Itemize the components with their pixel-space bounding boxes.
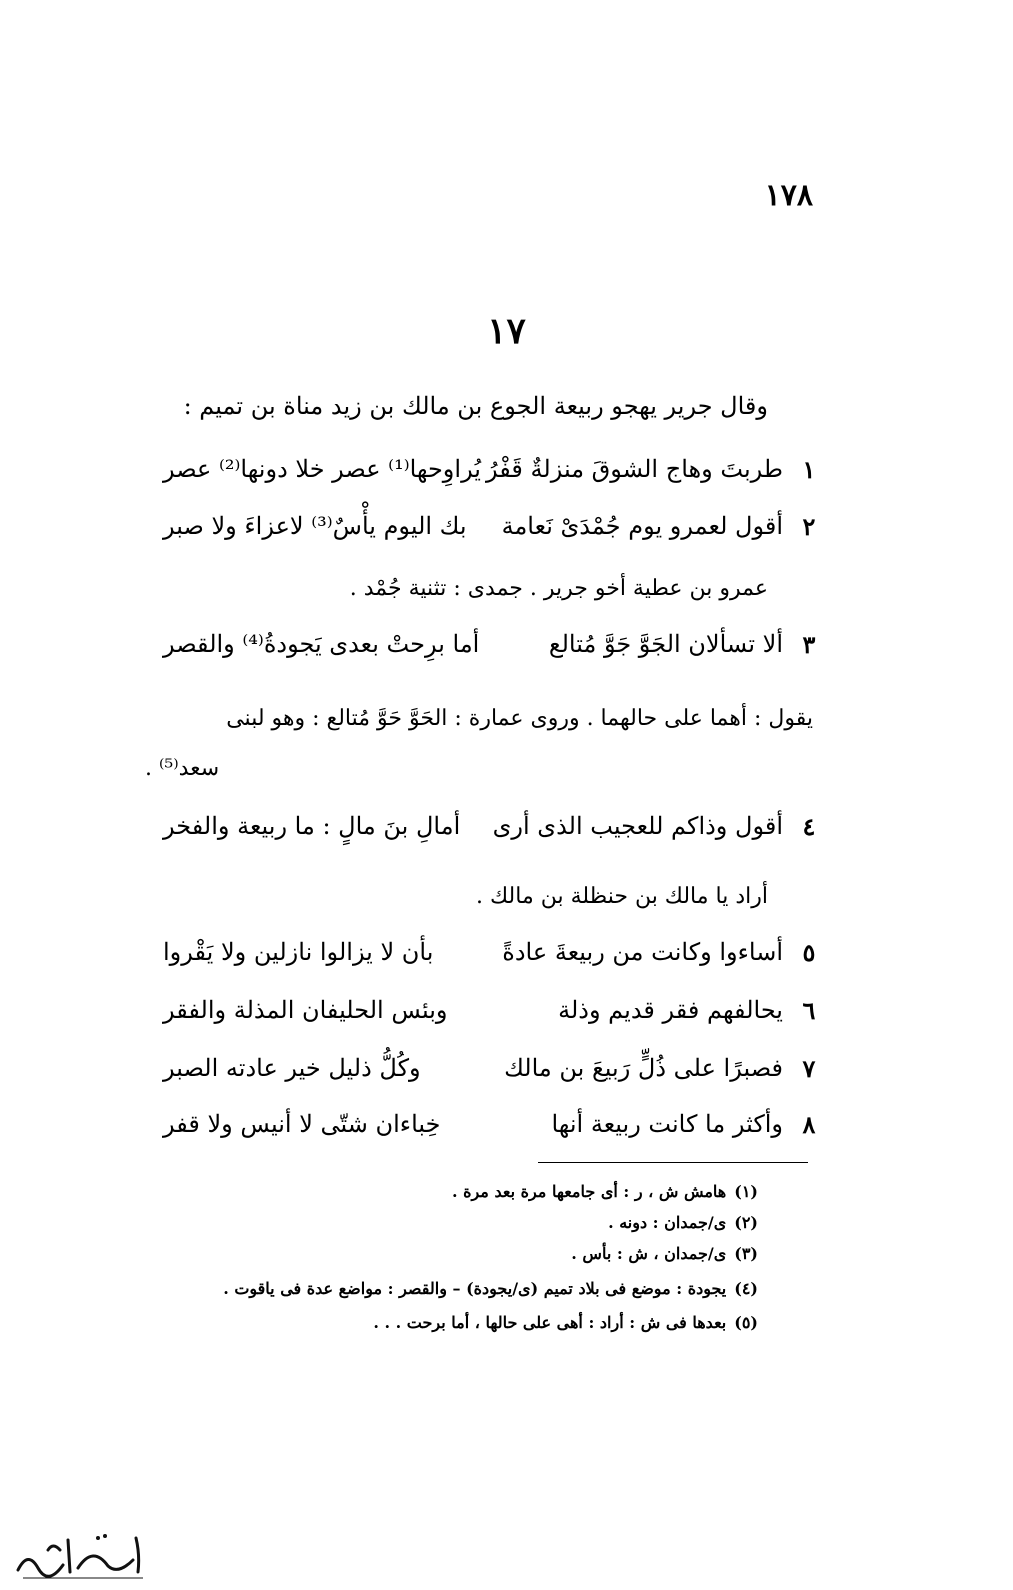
verse-first-hemistich: أقول وذاكم للعجيب الذى أرى [492,812,783,840]
verse-first-hemistich: فصبرًا على ذُلٍّ رَبيعَ بن مالك [504,1054,783,1082]
footnote [571,1244,758,1263]
verse-number: ٧ [802,1054,816,1083]
footnote [452,1182,758,1201]
commentary-note: يقول : أهما على حالهما . وروى عمارة : الحَوَّ حَوَّ مُتالع : وهو لبنى [226,706,813,731]
verse-line [163,1054,823,1098]
commentary-note-continuation: سعد⁽⁵⁾ . [145,756,220,781]
footnote [223,1279,758,1298]
verse-second-hemistich: بك اليوم يأْسٌ⁽³⁾ لاعزاءَ ولا صبر [163,512,467,540]
footnote-label: (٥) [734,1313,758,1332]
verse-line [163,812,823,856]
verse-number: ٨ [802,1110,816,1139]
verse-number: ٦ [802,996,816,1025]
footnote-label: (١) [734,1182,758,1201]
poem-number: ١٧ [487,310,526,352]
verse-first-hemistich: طربتَ وهاج الشوقَ منزلةٌ قَفْرُ [486,455,783,483]
verse-first-hemistich: يحالفهم فقر قديم وذلة [558,996,783,1024]
footnote-separator [538,1162,808,1163]
verse-number: ١ [802,455,816,484]
footnote-text: ى/جمدان ، ش : بأس . [571,1244,727,1263]
verse-number: ٥ [802,938,816,967]
verse-line [163,996,823,1040]
poem-intro: وقال جرير يهجو ربيعة الجوع بن مالك بن زيد مناة بن تميم : [183,392,768,420]
footnote-label: (٤) [734,1279,758,1298]
calligraphy-watermark-logo [8,1520,158,1585]
footnote-label: (٣) [734,1244,758,1263]
footnote [608,1213,758,1232]
verse-line [163,1110,823,1154]
verse-second-hemistich: وبئس الحليفان المذلة والفقر [163,996,448,1024]
footnote-label: (٢) [734,1213,758,1232]
verse-number: ٣ [802,630,816,659]
page-number: ١٧٨ [764,178,813,213]
verse-first-hemistich: أساءوا وكانت من ربيعةَ عادةً [502,938,783,966]
verse-line [163,455,823,499]
verse-line [163,630,823,674]
verse-second-hemistich: وكُلُّ ذليل خير عادته الصبر [163,1054,421,1082]
verse-second-hemistich: خِباءان شتّى لا أنيس ولا قفر [163,1110,441,1138]
verse-second-hemistich: بأن لا يزالوا نازلين ولا يَقْروا [163,938,434,966]
footnote-text: هامش ش ، ر : أى جامعها مرة بعد مرة . [451,1182,727,1201]
commentary-note: عمرو بن عطية أخو جرير . جمدى : تثنية جُمْد . [349,576,768,601]
footnote [373,1313,758,1332]
verse-first-hemistich: وأكثر ما كانت ربيعة أنها [551,1110,783,1138]
verse-line [163,512,823,556]
verse-second-hemistich: أمالِ بنَ مالٍ : ما ربيعة والفخر [163,812,461,840]
verse-first-hemistich: ألا تسألان الجَوَّ جَوَّ مُتالع [548,630,783,658]
footnote-text: يجودة : موضع فى بلاد تميم (ى/يجودة) – والقصر : مواضع عدة فى ياقوت . [223,1279,727,1298]
verse-first-hemistich: أقول لعمرو يوم جُمْدَىْ نَعامة [501,512,783,540]
footnote-text: ى/جمدان : دونه . [608,1213,727,1232]
verse-line [163,938,823,982]
commentary-note: أراد يا مالك بن حنظلة بن مالك . [476,884,768,909]
verse-second-hemistich: أما برِحتْ بعدى يَجودةُ⁽⁴⁾ والقصر [163,630,480,658]
verse-number: ٢ [802,512,816,541]
footnote-text: بعدها فى ش : أراد : أهى على حالها ، أما برحت . . . [373,1313,727,1332]
verse-number: ٤ [802,812,816,841]
verse-second-hemistich: يُراوِحها⁽¹⁾ عصر خلا دونها⁽²⁾ عصر [163,455,481,483]
